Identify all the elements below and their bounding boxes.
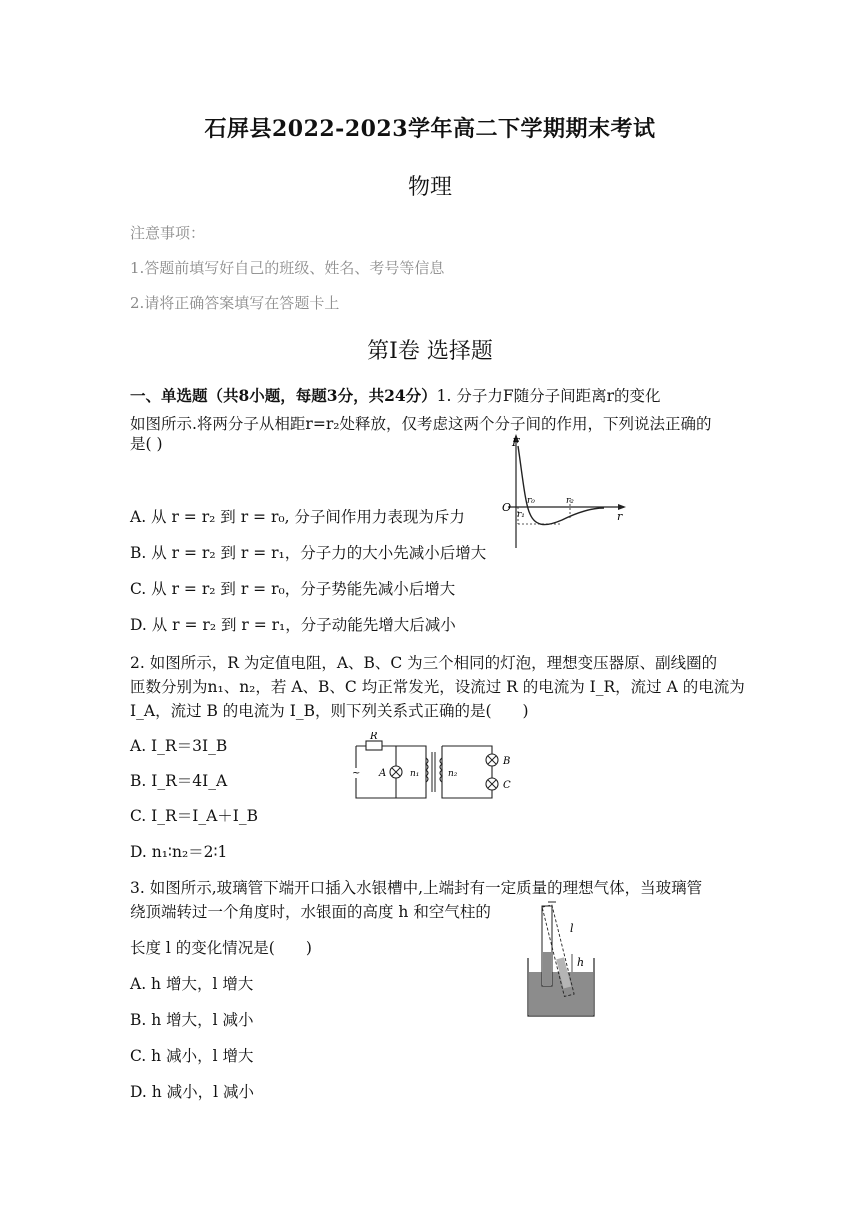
question-3-line-2: 绕顶端转过一个角度时，水银面的高度 h 和空气柱的 (130, 903, 491, 921)
exam-title: 石屏县2022-2023学年高二下学期期末考试 (204, 116, 656, 142)
question-2-line-1: 2. 如图所示，R 为定值电阻，A、B、C 为三个相同的灯泡，理想变压器原、副线圈的 (130, 654, 718, 672)
section-title: 第Ⅰ卷 选择题 (367, 339, 493, 364)
tube-label-l: l (570, 922, 574, 935)
question-1-line-2: 如图所示.将两分子从相距r=r₂处释放，仅考虑这两个分子间的作用，下列说法正确的 (130, 415, 712, 433)
graph-label-r2: r₂ (566, 496, 574, 506)
notice-heading: 注意事项： (130, 224, 206, 242)
circuit-label-ac-source: ~ (352, 768, 361, 779)
question-2-option-d: D. n₁∶n₂＝2∶1 (130, 843, 228, 861)
question-3-line-3: 长度 l 的变化情况是( ) (130, 939, 312, 957)
question-1-line-1 (130, 382, 661, 410)
graph-label-r1: r₁ (517, 510, 525, 520)
question-2-line-2: 匝数分别为n₁、n₂，若 A、B、C 均正常发光，设流过 R 的电流为 I_R，流过 A 的电流为 (130, 678, 745, 696)
circuit-label-A: A (379, 768, 387, 779)
question-2-option-b: B. I_R＝4I_A (130, 772, 228, 790)
question-3-option-c: C. h 减小，l 增大 (130, 1047, 254, 1065)
question-3-option-d: D. h 减小，l 减小 (130, 1083, 255, 1101)
mercury-tube-diagram (522, 898, 602, 1022)
question-2-line-3: I_A，流过 B 的电流为 I_B，则下列关系式正确的是( ) (130, 702, 529, 720)
graph-label-r: r (617, 510, 623, 523)
circuit-label-n1: n₁ (410, 769, 420, 779)
graph-label-F: F (512, 436, 520, 449)
question-3-option-a: A. h 增大，l 增大 (130, 975, 254, 993)
question-1-option-c: C. 从 r = r₂ 到 r = r₀，分子势能先减小后增大 (130, 580, 456, 598)
transformer-circuit-diagram (348, 732, 528, 804)
question-1-line-3: 是( ) (130, 435, 163, 453)
part1-heading: 一、单选题（共8小题，每题3分，共24分） (130, 386, 437, 405)
force-distance-graph (500, 432, 630, 552)
notice-item-1: 1.答题前填写好自己的班级、姓名、考号等信息 (130, 259, 445, 277)
question-2-option-c: C. I_R＝I_A＋I_B (130, 807, 259, 825)
exam-subject: 物理 (407, 175, 452, 200)
circuit-label-B: B (503, 756, 511, 767)
question-1-option-b: B. 从 r = r₂ 到 r = r₁，分子力的大小先减小后增大 (130, 544, 487, 562)
circuit-label-n2: n₂ (448, 769, 458, 779)
graph-label-r0: r₀ (527, 496, 535, 506)
question-3-line-1: 3. 如图所示,玻璃管下端开口插入水银槽中,上端封有一定质量的理想气体，当玻璃管 (130, 879, 703, 897)
question-1-stem-start: 1. 分子力F随分子间距离r的变化 (436, 387, 661, 405)
graph-label-O: O (502, 501, 512, 514)
circuit-label-C: C (503, 780, 511, 791)
notice-item-2: 2.请将正确答案填写在答题卡上 (130, 294, 340, 312)
question-1-option-a: A. 从 r = r₂ 到 r = r₀, 分子间作用力表现为斥力 (130, 508, 465, 526)
question-1-option-d: D. 从 r = r₂ 到 r = r₁，分子动能先增大后减小 (130, 616, 456, 634)
circuit-label-R: R (370, 732, 378, 742)
question-2-option-a: A. I_R＝3I_B (130, 737, 228, 755)
question-3-option-b: B. h 增大，l 减小 (130, 1011, 254, 1029)
tube-label-h: h (577, 956, 585, 969)
